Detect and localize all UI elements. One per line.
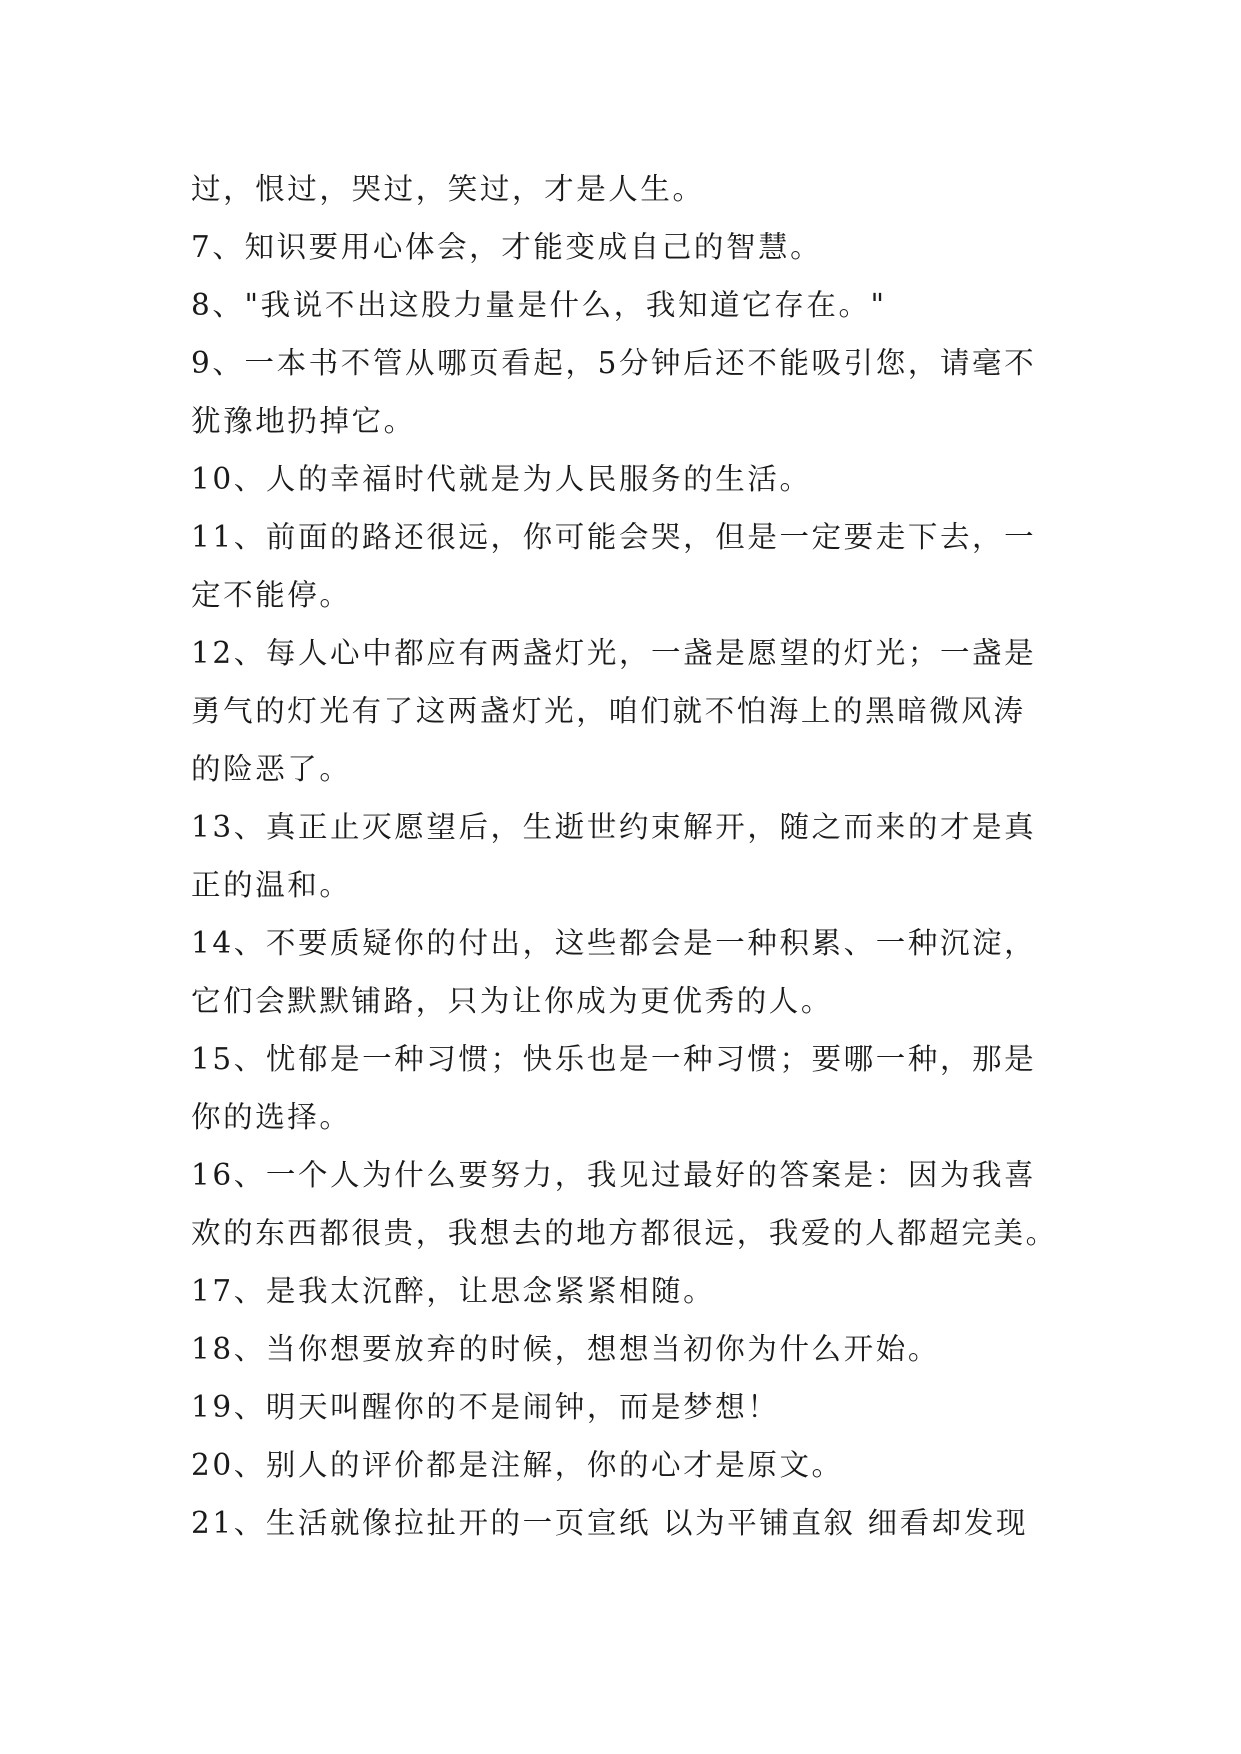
text-line: 15、忧郁是一种习惯；快乐也是一种习惯；要哪一种，那是 [191, 1042, 1037, 1076]
text-line: 9、一本书不管从哪页看起，5分钟后还不能吸引您，请毫不 [191, 346, 1037, 380]
text-line: 8、"我说不出这股力量是什么，我知道它存在。" [191, 288, 887, 322]
text-line: 19、明天叫醒你的不是闹钟，而是梦想！ [191, 1390, 780, 1424]
text-line: 11、前面的路还很远，你可能会哭，但是一定要走下去，一 [191, 520, 1037, 554]
text-line: 它们会默默铺路，只为让你成为更优秀的人。 [191, 984, 834, 1018]
text-line: 的险恶了。 [191, 752, 352, 786]
text-line: 20、别人的评价都是注解，你的心才是原文。 [191, 1448, 844, 1482]
text-line: 12、每人心中都应有两盏灯光，一盏是愿望的灯光；一盏是 [191, 636, 1037, 670]
text-line: 犹豫地扔掉它。 [191, 404, 416, 438]
text-line: 21、生活就像拉扯开的一页宣纸 以为平铺直叙 细看却发现 [191, 1506, 1029, 1540]
text-line: 正的温和。 [191, 868, 352, 902]
text-line: 13、真正止灭愿望后，生逝世约束解开，随之而来的才是真 [191, 810, 1037, 844]
text-line: 过，恨过，哭过，笑过，才是人生。 [191, 172, 705, 206]
text-line: 勇气的灯光有了这两盏灯光，咱们就不怕海上的黑暗微风涛 [191, 694, 1026, 728]
text-line: 17、是我太沉醉，让思念紧紧相随。 [191, 1274, 716, 1308]
text-line: 16、一个人为什么要努力，我见过最好的答案是：因为我喜 [191, 1158, 1037, 1192]
text-line: 欢的东西都很贵，我想去的地方都很远，我爱的人都超完美。 [191, 1216, 1058, 1250]
text-line: 14、不要质疑你的付出，这些都会是一种积累、一种沉淀， [191, 926, 1037, 960]
text-line: 10、人的幸福时代就是为人民服务的生活。 [191, 462, 812, 496]
text-line: 7、知识要用心体会，才能变成自己的智慧。 [191, 230, 823, 264]
text-line: 你的选择。 [191, 1100, 352, 1134]
text-line: 定不能停。 [191, 578, 352, 612]
text-line: 18、当你想要放弃的时候，想想当初你为什么开始。 [191, 1332, 940, 1366]
document-body [191, 160, 1061, 1552]
